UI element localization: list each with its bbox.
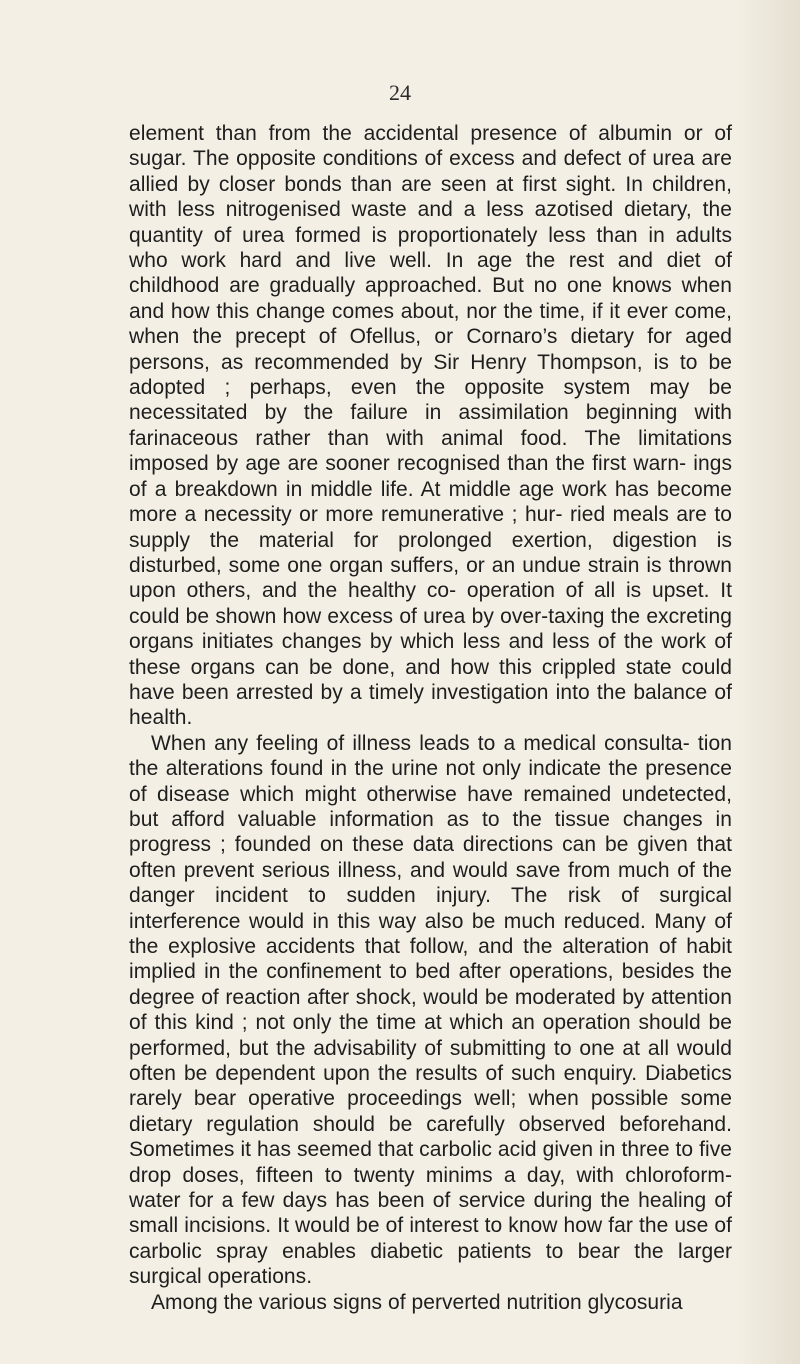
paragraph-1: element than from the accidental presence of albumin or of sugar. The opposite conditions of excess and defect of urea are allied by closer bonds than are seen at first sight. In children, with less nitrogenised waste and a less azotised dietary, the quantity of urea formed is proportionately less than in adults who work hard and live well. In age the rest and diet of childhood are gradually approached. But no one knows when and how this change comes about, nor the time, if it ever come, when the precept of Ofellus, or Cornaro’s dietary for aged persons, as recommended by Sir Henry Thompson, is to be adopted ; perhaps, even the opposite system may be necessitated by the failure in assimilation beginning with farinaceous rather than with animal food. The limitations imposed by age are sooner recognised than the first warn- ings of a breakdown in middle life. At middle age work has become more a necessity or more remunerative ; hur- ried meals are to supply the material for prolonged exertion, digestion is disturbed, some one organ suffers, or an undue strain is thrown upon others, and the healthy co- operation of all is upset. It could be shown how excess of urea by over-taxing the excreting organs initiates changes by which less and less of the work of these organs can be done, and how this crippled state could have been arrested by a timely investigation into the balance of health. [129,122,732,730]
page-number: 24 [389,80,411,105]
paragraph-3: Among the various signs of perverted nutrition glycosuria [151,1290,683,1314]
body-text [129,121,732,1315]
paragraph-2: When any feeling of illness leads to a medical consulta- tion the alterations found in the urine not only indicate the presence of disease which might otherwise have remained undetected, but afford valuable information as to the tissue changes in progress ; founded on these data directions can be given that often prevent serious illness, and would save from much of the danger incident to sudden injury. The risk of surgical interference would in this way also be much reduced. Many of the explosive accidents that follow, and the alteration of habit implied in the confinement to bed after operations, besides the degree of reaction after shock, would be moderated by attention of this kind ; not only the time at which an operation should be performed, but the advisability of submitting to one at all would often be dependent upon the results of such enquiry. Diabetics rarely bear operative proceedings well; when possible some dietary regulation should be carefully observed beforehand. Sometimes it has seemed that carbolic acid given in three to five drop doses, fifteen to twenty minims a day, with chloroform-water for a few days has been of service during the healing of small incisions. It would be of interest to know how far the use of carbolic spray enables diabetic patients to bear the larger surgical operations. [129,731,732,1289]
